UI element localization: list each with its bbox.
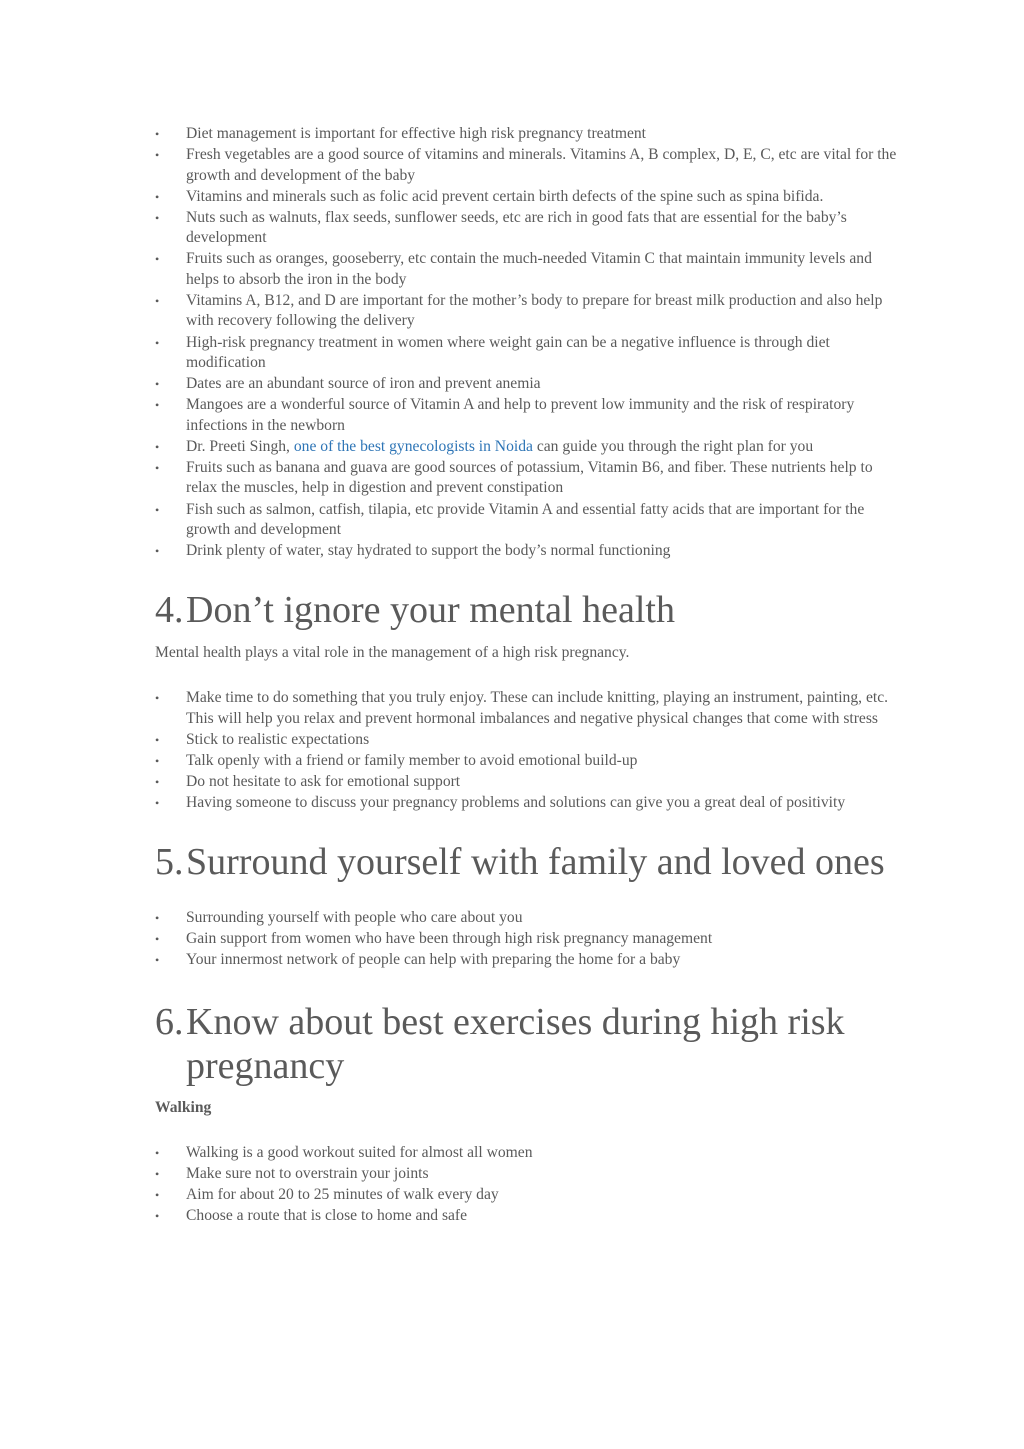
list-item: • Your innermost network of people can help with preparing the home for a baby <box>155 950 903 971</box>
list-item: • Vitamins and minerals such as folic acid prevent certain birth defects of the spine such as spina bifida. <box>155 187 903 208</box>
list-item: • Nuts such as walnuts, flax seeds, sunflower seeds, etc are rich in good fats that are essential for the baby’s development <box>155 208 903 249</box>
list-item: • Make time to do something that you truly enjoy. These can include knitting, playing an instrument, painting, etc. This will help you relax and prevent hormonal imbalances and negative physical changes that come with stress <box>155 688 903 729</box>
section-5-heading <box>155 840 903 884</box>
walking-list <box>155 1143 903 1227</box>
list-item: • Choose a route that is close to home and safe <box>155 1206 903 1227</box>
walking-subheading: Walking <box>155 1099 212 1117</box>
list-item: • Talk openly with a friend or family member to avoid emotional build-up <box>155 751 903 772</box>
list-item: • Vitamins A, B12, and D are important for the mother’s body to prepare for breast milk production and also help with recovery following the delivery <box>155 291 903 332</box>
list-item: • Walking is a good workout suited for almost all women <box>155 1143 903 1164</box>
section-number: 5. <box>155 840 184 883</box>
list-item-doctor <box>155 437 903 458</box>
section-6-heading <box>155 1000 903 1088</box>
doctor-text-after: can guide you through the right plan for you <box>532 437 814 455</box>
section-4-intro: Mental health plays a vital role in the management of a high risk pregnancy. <box>155 643 630 661</box>
list-item: • Fruits such as banana and guava are good sources of potassium, Vitamin B6, and fiber. These nutrients help to relax the muscles, help in digestion and prevent constipation <box>155 458 903 499</box>
list-item: • Diet management is important for effective high risk pregnancy treatment <box>155 124 903 145</box>
mental-health-list <box>155 688 903 813</box>
list-item: • Surrounding yourself with people who care about you <box>155 908 903 929</box>
list-item: • Drink plenty of water, stay hydrated to support the body’s normal functioning <box>155 541 903 562</box>
list-item: • High-risk pregnancy treatment in women where weight gain can be a negative influence is through diet modification <box>155 333 903 374</box>
diet-list <box>155 124 903 562</box>
gynecologist-link[interactable]: one of the best gynecologists in Noida <box>293 437 533 455</box>
section-number: 6. <box>155 1001 184 1044</box>
section-title: Know about best exercises during high risk pregnancy <box>186 1001 845 1088</box>
list-item: • Fruits such as oranges, gooseberry, etc contain the much-needed Vitamin C that maintain immunity levels and helps to absorb the iron in the body <box>155 249 903 290</box>
document-page <box>155 124 903 1227</box>
list-item: • Stick to realistic expectations <box>155 730 903 751</box>
family-list <box>155 908 903 971</box>
list-item: • Make sure not to overstrain your joints <box>155 1164 903 1185</box>
list-item: • Fresh vegetables are a good source of vitamins and minerals. Vitamins A, B complex, D, E, C, etc are vital for the growth and development of the baby <box>155 145 903 186</box>
list-item: • Gain support from women who have been through high risk pregnancy management <box>155 929 903 950</box>
list-item: • Having someone to discuss your pregnancy problems and solutions can give you a great deal of positivity <box>155 793 903 814</box>
doctor-text-before: Dr. Preeti Singh, <box>186 437 294 455</box>
section-title: Don’t ignore your mental health <box>186 588 675 631</box>
list-item: • Fish such as salmon, catfish, tilapia, etc provide Vitamin A and essential fatty acids that are important for the growth and development <box>155 500 903 541</box>
list-item: • Aim for about 20 to 25 minutes of walk every day <box>155 1185 903 1206</box>
section-title: Surround yourself with family and loved ones <box>186 840 885 883</box>
list-item: • Dates are an abundant source of iron and prevent anemia <box>155 374 903 395</box>
list-item: • Mangoes are a wonderful source of Vitamin A and help to prevent low immunity and the risk of respiratory infections in the newborn <box>155 395 903 436</box>
section-4-heading <box>155 588 903 632</box>
list-item: • Do not hesitate to ask for emotional support <box>155 772 903 793</box>
section-number: 4. <box>155 588 184 631</box>
